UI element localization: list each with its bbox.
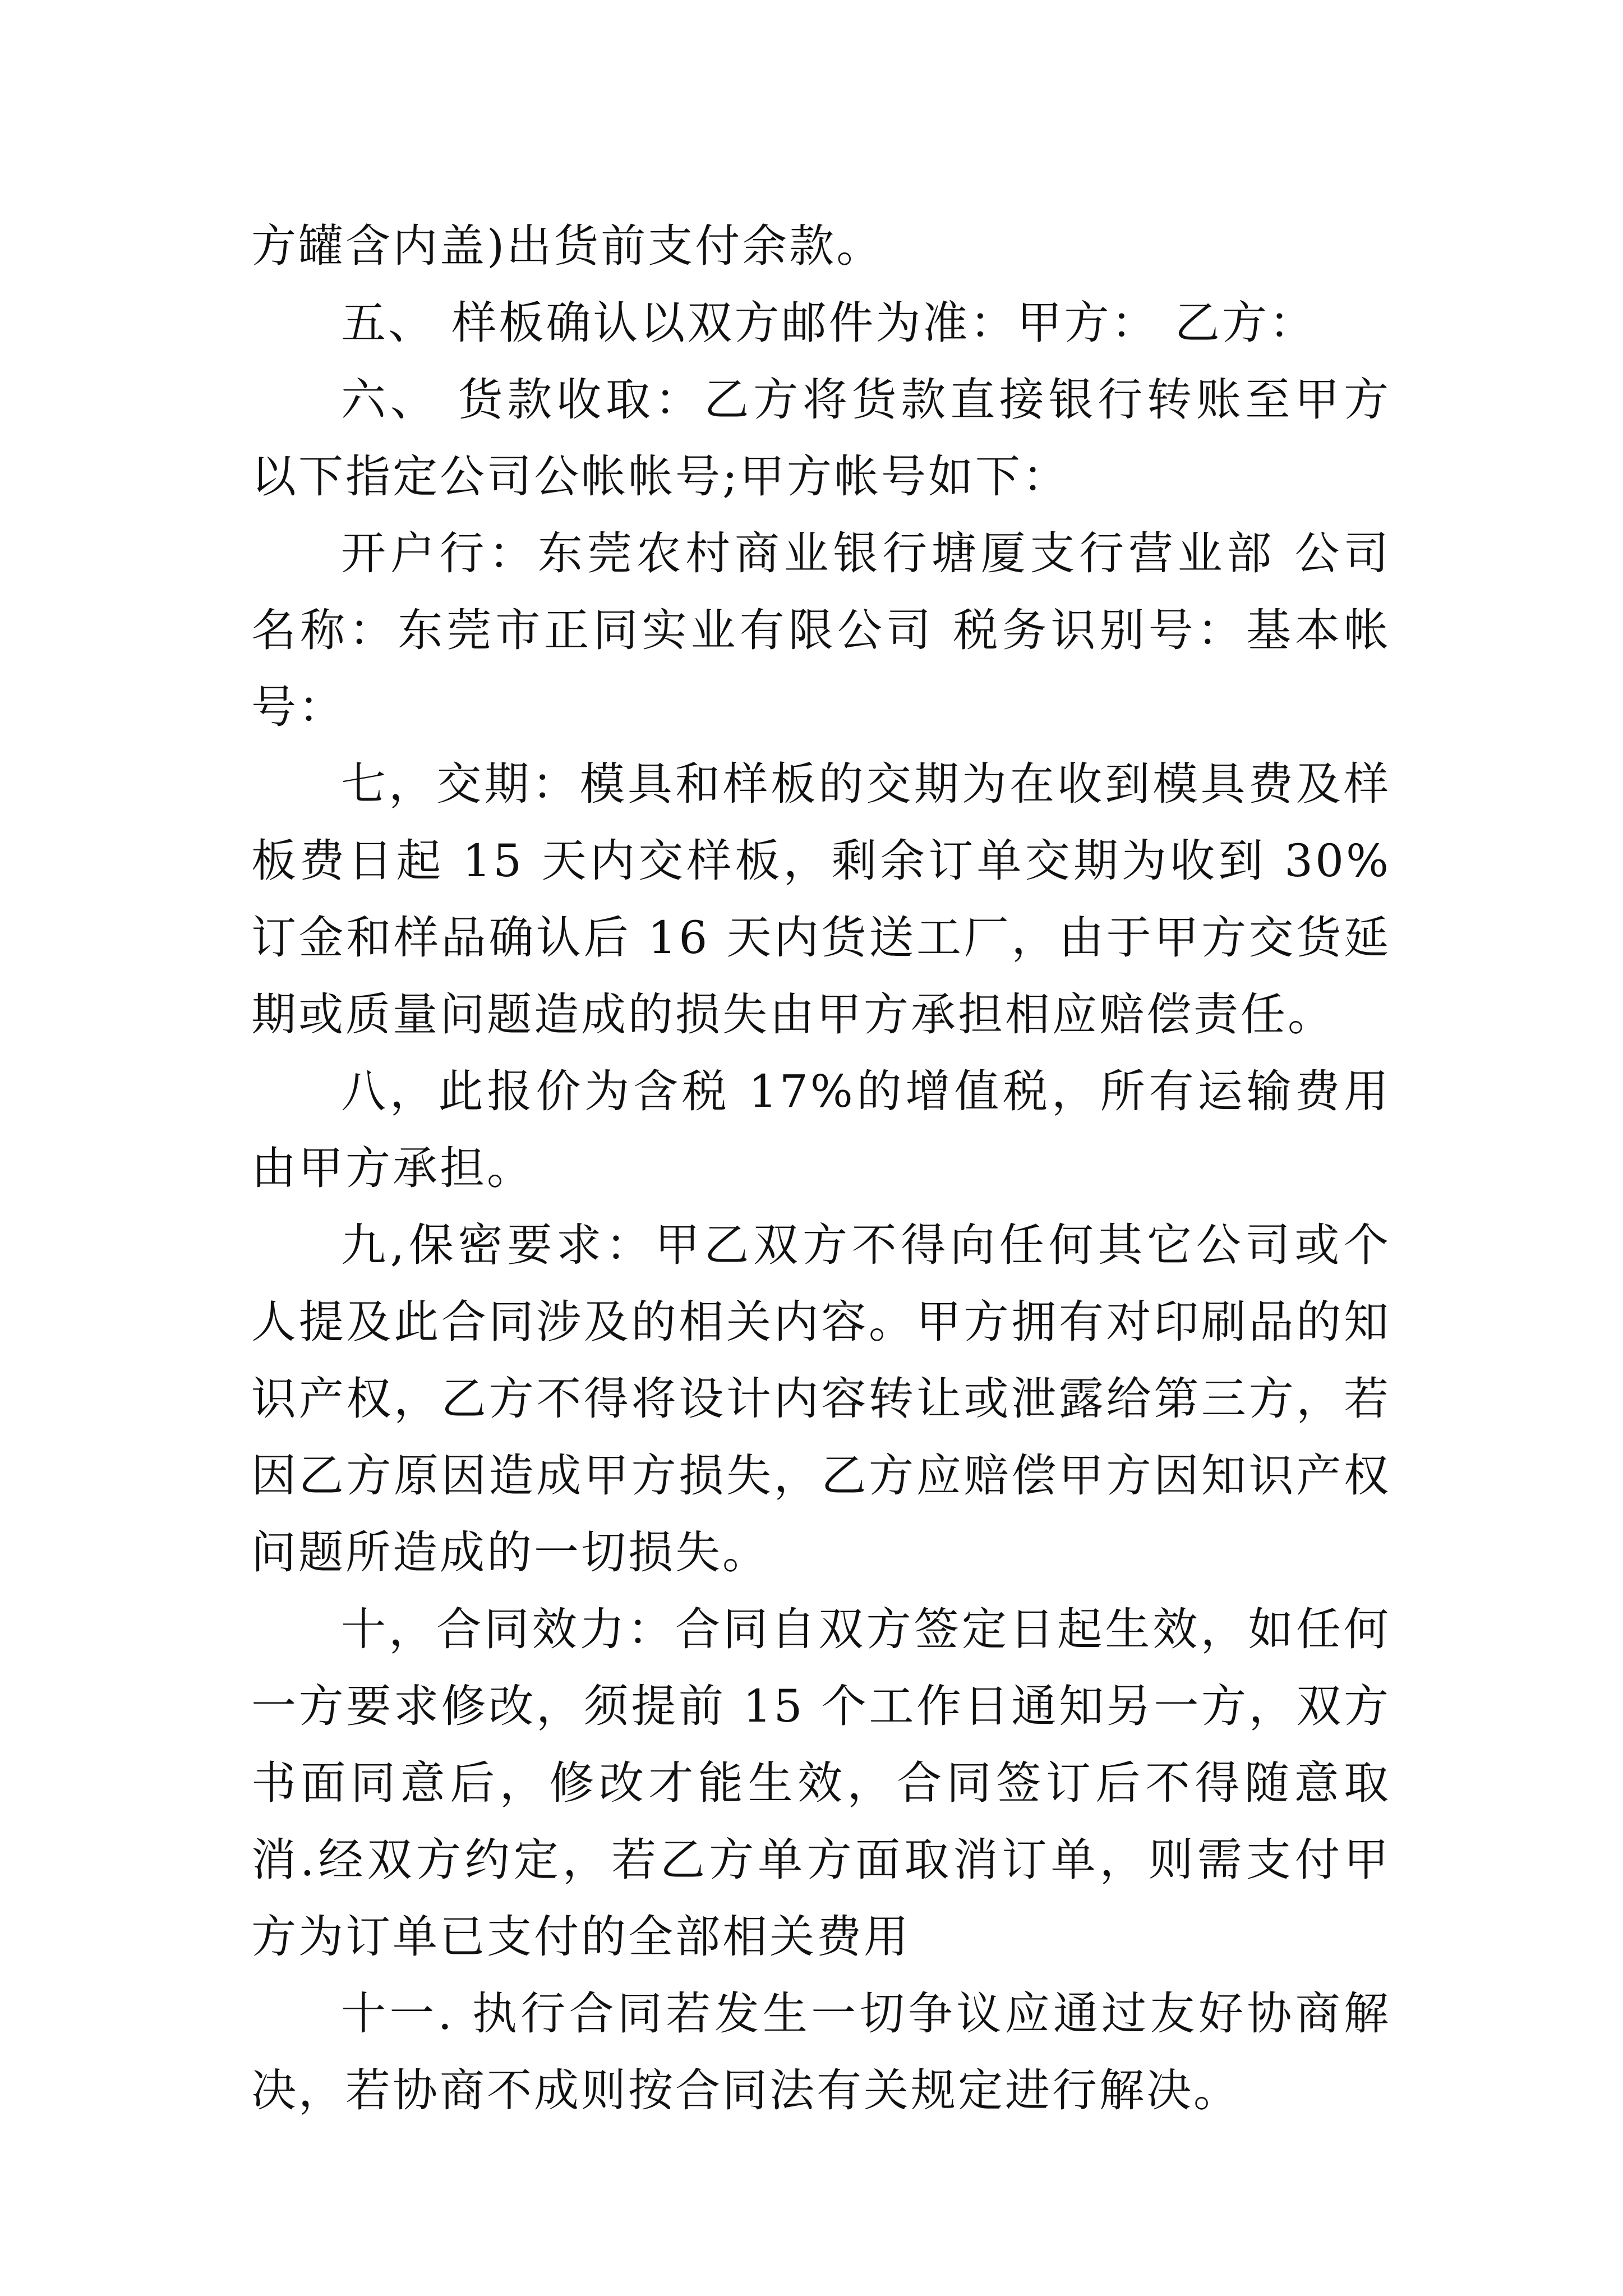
paragraph-dispute-resolution: 十一. 执行合同若发生一切争议应通过友好协商解决，若协商不成则按合同法有关规定进行解决。 <box>251 1987 1391 2116</box>
document-body <box>251 208 1391 2129</box>
paragraph-continuation: 方罐含内盖)出货前支付余款。 <box>251 220 884 272</box>
paragraph-bank-details: 开户行：东莞农村商业银行塘厦支行营业部 公司名称：东莞市正同实业有限公司 税务识别号：基本帐号： <box>251 527 1391 733</box>
paragraph-confidentiality: 九,保密要求：甲乙双方不得向任何其它公司或个人提及此合同涉及的相关内容。甲方拥有对印刷品的知识产权，乙方不得将设计内容转让或泄露给第三方，若因乙方原因造成甲方损失，乙方应赔偿甲方因知识产权问题所造成的一切损失。 <box>251 1219 1391 1579</box>
paragraph-delivery-terms: 七，交期：模具和样板的交期为在收到模具费及样板费日起 15 天内交样板，剩余订单交期为收到 30%订金和样品确认后 16 天内货送工厂，由于甲方交货延期或质量问题造成的损失由甲方承担相应赔偿责任。 <box>251 758 1391 1041</box>
paragraph-payment-collection: 六、 货款收取：乙方将货款直接银行转账至甲方以下指定公司公帐帐号;甲方帐号如下： <box>251 374 1391 503</box>
paragraph-contract-validity: 十，合同效力：合同自双方签定日起生效，如任何一方要求修改，须提前 15 个工作日通知另一方，双方书面同意后，修改才能生效，合同签订后不得随意取消.经双方约定，若乙方单方面取消订单，则需支付甲方为订单已支付的全部相关费用 <box>251 1603 1391 1963</box>
paragraph-tax-terms: 八，此报价为含税 17%的增值税，所有运输费用由甲方承担。 <box>251 1065 1391 1194</box>
paragraph-sample-confirmation: 五、 样板确认以双方邮件为准：甲方： 乙方： <box>341 297 1316 349</box>
